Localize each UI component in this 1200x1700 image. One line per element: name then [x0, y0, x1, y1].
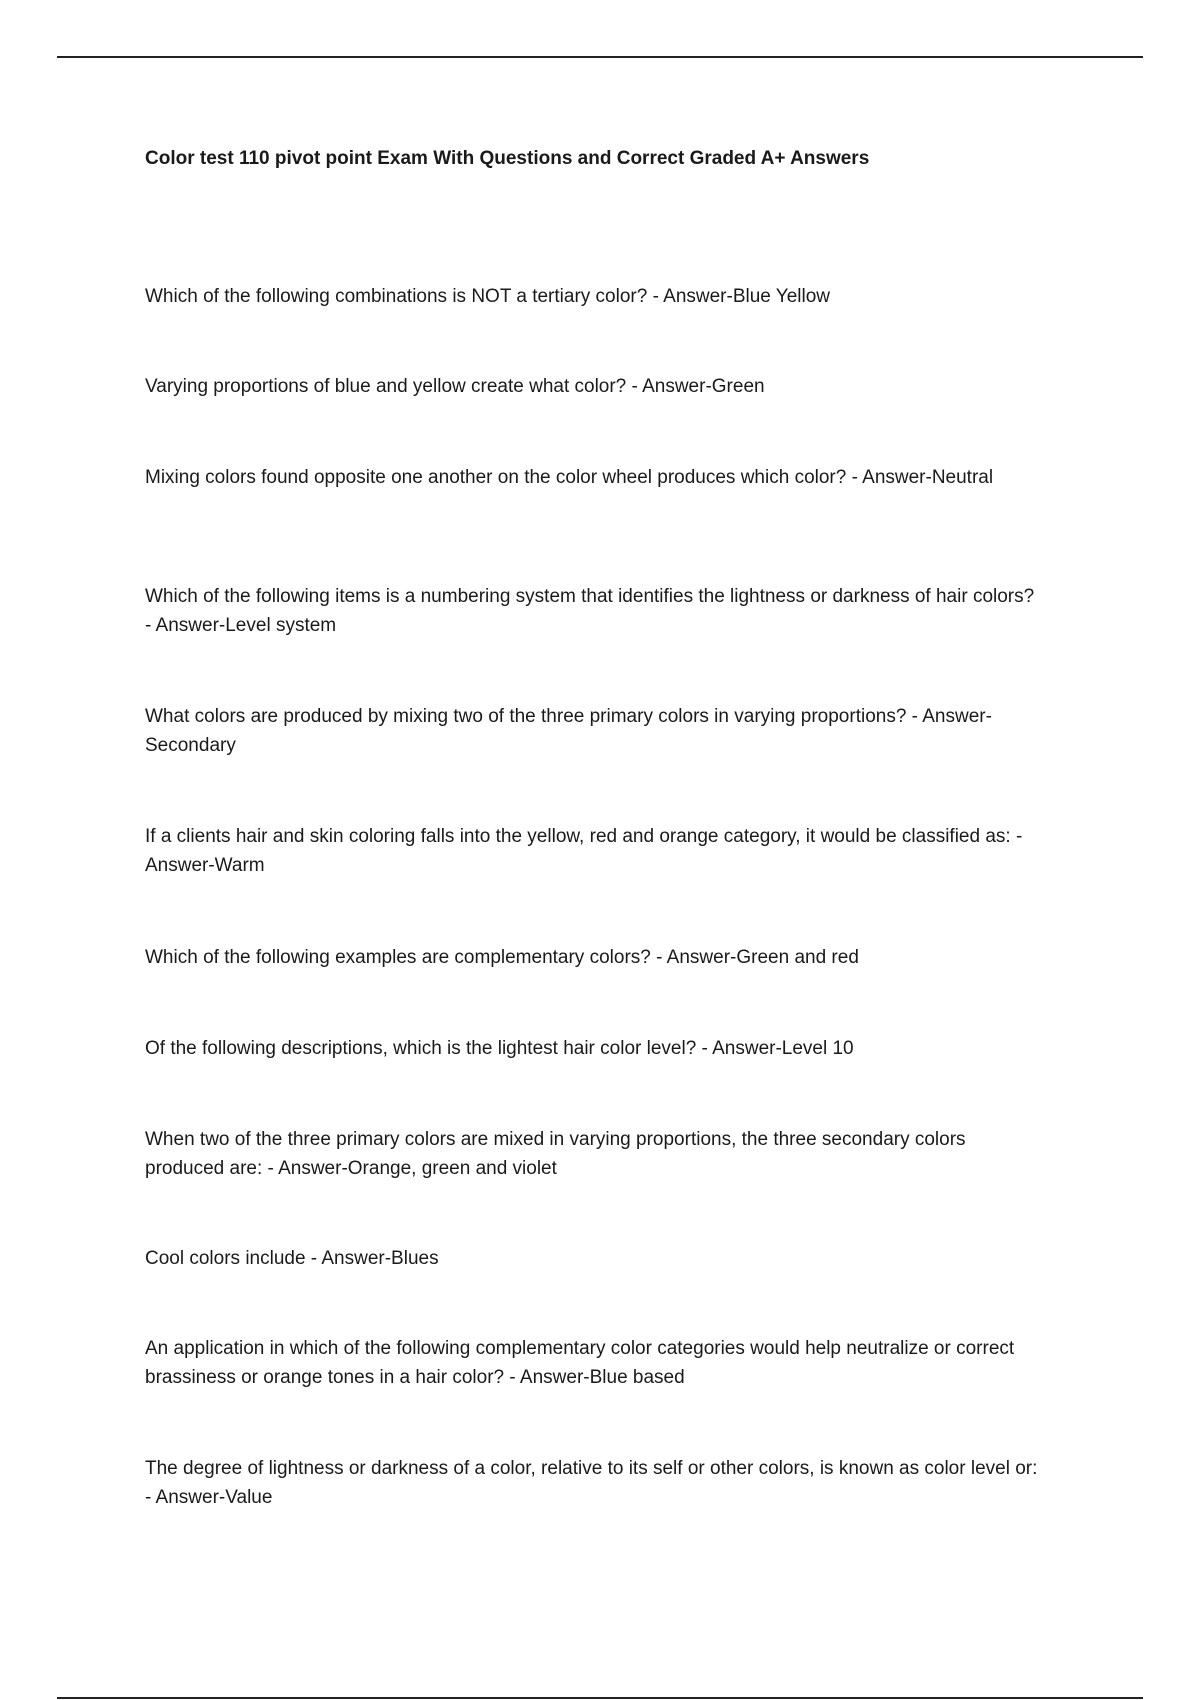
bottom-rule [57, 1697, 1143, 1699]
qa-item: When two of the three primary colors are mixed in varying proportions, the three secondary colors produced are: - Answer-Orange, green and violet [145, 1129, 966, 1179]
qa-item: Which of the following items is a numbering system that identifies the lightness or darkness of hair colors? - Answer-Level system [145, 586, 1035, 636]
qa-item: Cool colors include - Answer-Blues [145, 1248, 439, 1269]
qa-item: Which of the following combinations is NOT a tertiary color? - Answer-Blue Yellow [145, 286, 831, 307]
qa-item: If a clients hair and skin coloring falls into the yellow, red and orange category, it would be classified as: - Answer-Warm [145, 826, 1023, 876]
qa-item: Varying proportions of blue and yellow create what color? - Answer-Green [145, 376, 765, 397]
document-title: Color test 110 pivot point Exam With Questions and Correct Graded A+ Answers [145, 148, 870, 169]
qa-item: What colors are produced by mixing two of the three primary colors in varying proportions? - Answer-Secondary [145, 706, 992, 756]
qa-item: Which of the following examples are complementary colors? - Answer-Green and red [145, 947, 859, 968]
document-body [145, 146, 1045, 1508]
qa-item: The degree of lightness or darkness of a color, relative to its self or other colors, is known as color level or: - Answer-Value [145, 1458, 1038, 1508]
qa-item: An application in which of the following complementary color categories would help neutralize or correct brassiness or orange tones in a hair color? - Answer-Blue based [145, 1338, 1015, 1388]
qa-item: Mixing colors found opposite one another on the color wheel produces which color? - Answer-Neutral [145, 467, 994, 488]
top-rule [57, 56, 1143, 58]
qa-item: Of the following descriptions, which is the lightest hair color level? - Answer-Level 10 [145, 1038, 854, 1059]
